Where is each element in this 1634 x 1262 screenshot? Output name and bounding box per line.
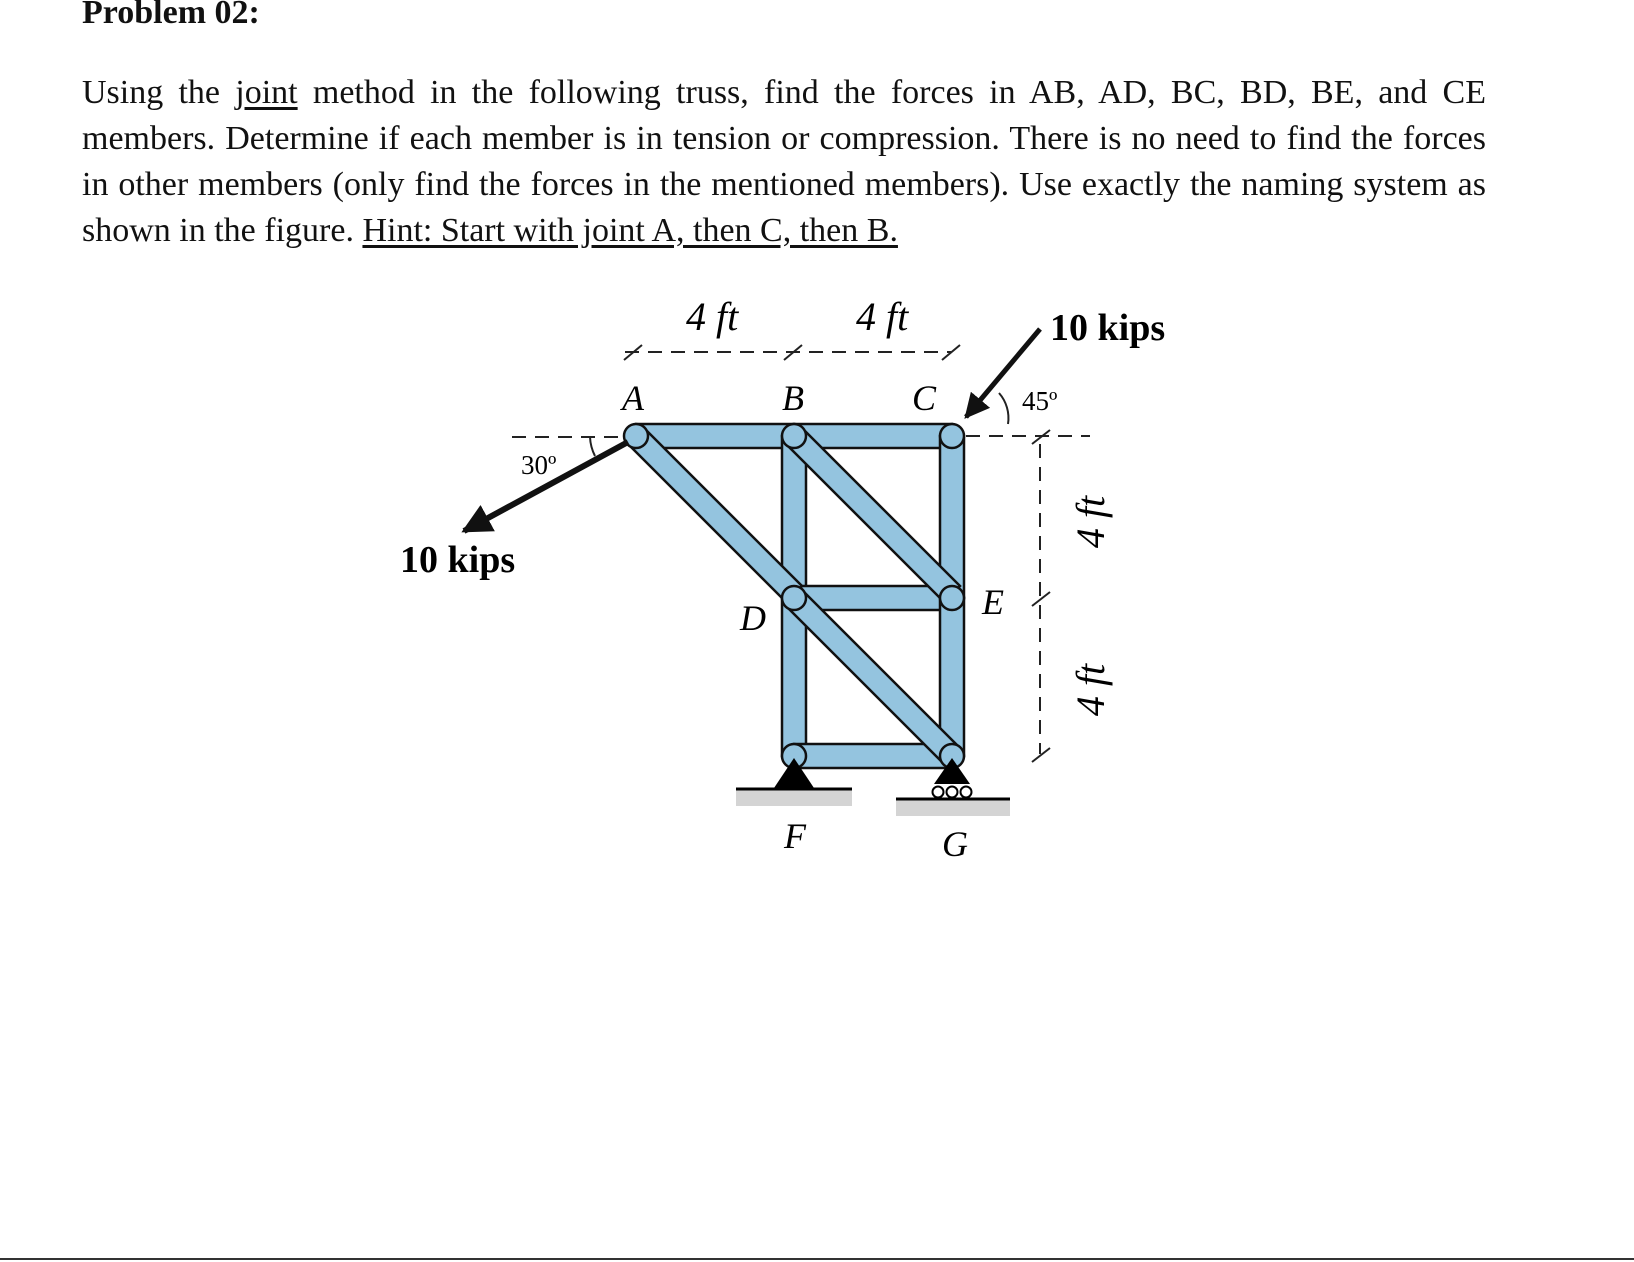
- joint-label-F: F: [784, 816, 806, 856]
- joint-label-D: D: [740, 598, 766, 638]
- problem-heading: Problem 02:: [82, 0, 260, 31]
- joint-D: [782, 586, 806, 610]
- joint-word: joint: [235, 74, 298, 111]
- hint-text: Hint: Start with joint A, then C, then B.: [362, 212, 898, 249]
- roller-wheels: [933, 787, 972, 798]
- angle-arc-C: [999, 393, 1008, 424]
- dim-label-side-upper: 4 ft: [1068, 495, 1113, 549]
- joint-E: [940, 586, 964, 610]
- member-BE: [786, 428, 960, 602]
- joint-label-B: B: [782, 378, 804, 418]
- joint-label-A: A: [622, 378, 644, 418]
- dim-label-side-lower: 4 ft: [1068, 663, 1113, 717]
- dim-label-top-left: 4 ft: [686, 294, 739, 339]
- horizontal-dimension: [624, 345, 960, 360]
- vertical-dimension: [1032, 430, 1050, 762]
- ground-shadow-F: [736, 790, 852, 806]
- joint-C: [940, 424, 964, 448]
- bottom-divider: [0, 1258, 1634, 1260]
- joint-B: [782, 424, 806, 448]
- statement-text-2: method in the following truss, find the forces in AB, AD, BC, BD, BE, and CE members. Determine if each member is in tension or compression. There is no need to find the forces in other members (only find the forces in the mentioned members). Use exactly the naming system as shown in the figure.: [82, 74, 1486, 249]
- ground-shadow-G: [896, 800, 1010, 816]
- load-label-C: 10 kips: [1050, 307, 1166, 349]
- member-DG: [786, 590, 960, 764]
- joint-label-E: E: [982, 582, 1004, 622]
- joint-label-G: G: [942, 824, 968, 864]
- joint-label-C: C: [912, 378, 937, 418]
- statement-text-1: Using the: [82, 74, 236, 111]
- load-label-A: 10 kips: [400, 539, 516, 581]
- angle-label-A: 30º: [521, 450, 557, 480]
- angle-arc-A: [590, 437, 595, 456]
- member-AD: [628, 428, 802, 602]
- dim-label-top-right: 4 ft: [856, 294, 909, 339]
- angle-label-C: 45º: [1022, 386, 1058, 416]
